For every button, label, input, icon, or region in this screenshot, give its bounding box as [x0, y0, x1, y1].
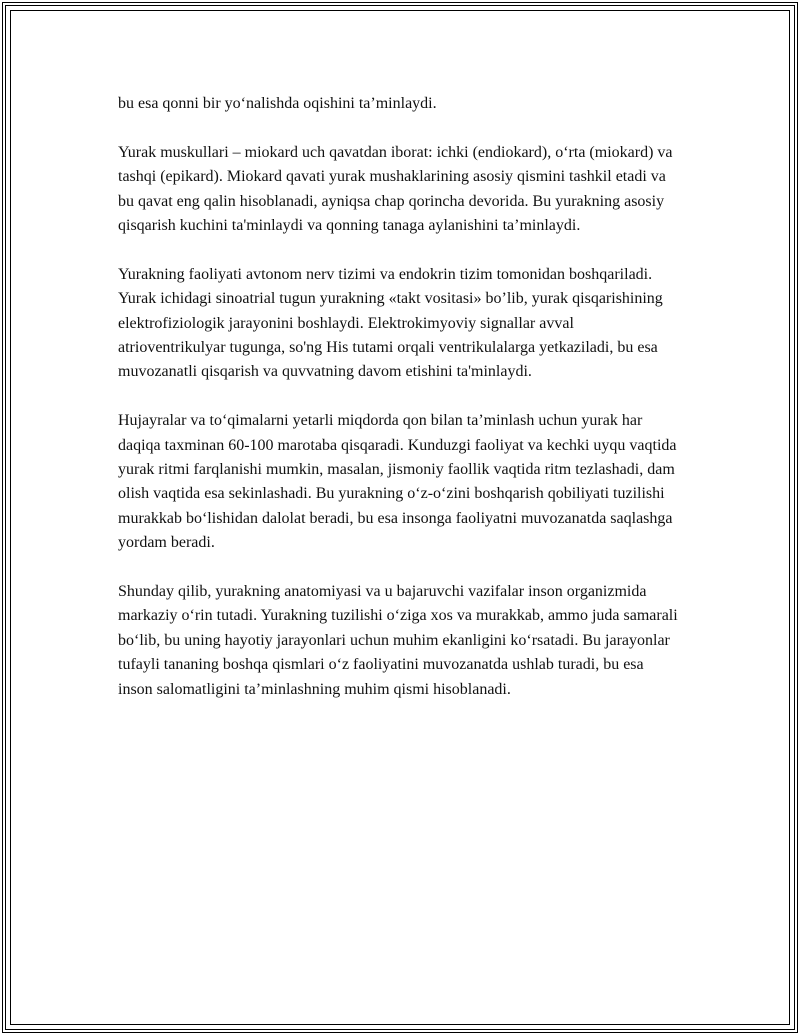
paragraph-3: Yurakning faoliyati avtonom nerv tizimi va endokrin tizim tomonidan boshqariladi. Yurak ichidagi sinoatrial tugun yurakning «takt vositasi» bo’lib, yurak qisqarishining elektrofiziologik jarayonini boshlaydi. Elektrokimyoviy signallar avval atrioventrikulyar tugunga, so'ng His tutami orqali ventrikulalarga yetkaziladi, bu esa muvozanatli qisqarish va quvvatning davom etishini ta'minlaydi.: [118, 265, 663, 381]
paragraph-5: Shunday qilib, yurakning anatomiyasi va u bajaruvchi vazifalar inson organizmida markaziy o‘rin tutadi. Yurakning tuzilishi o‘ziga xos va murakkab, ammo juda samarali bo‘lib, bu uning hayotiy jarayonlari uchun muhim ekanligini ko‘rsatadi. Bu jarayonlar tufayli tananing boshqa qismlari o‘z faoliyatini muvozanatda ushlab turadi, bu esa inson salomatligini ta’minlashning muhim qismi hisoblanadi.: [118, 583, 678, 698]
paragraph-2: Yurak muskullari – miokard uch qavatdan iborat: ichki (endiokard), o‘rta (miokard) va tashqi (epikard). Miokard qavati yurak mushaklarining asosiy qismini tashkil etadi va bu qavat eng qalin hisoblanadi, ayniqsa chap qorincha devorida. Bu yurakning asosiy qisqarish kuchini ta'minlaydi va qonning tanaga aylanishini ta’minlaydi.: [118, 143, 673, 235]
paragraph-4: Hujayralar va to‘qimalarni yetarli miqdorda qon bilan ta’minlash uchun yurak har daqiqa taxminan 60-100 marotaba qisqaradi. Kunduzgi faoliyat va kechki uyqu vaqtida yurak ritmi farqlanishi mumkin, masalan, jismoniy faollik vaqtida ritm tezlashadi, dam olish vaqtida esa sekinlashadi. Bu yurakning o‘z-o‘zini boshqarish qobiliyati tuzilishi murakkab bo‘lishidan dalolat beradi, bu esa insonga faoliyatni muvozanatda saqlashga yordam beradi.: [118, 412, 677, 552]
document-body: [118, 92, 678, 726]
paragraph-1: bu esa qonni bir yo‘nalishda oqishini ta’minlaydi.: [118, 95, 437, 112]
